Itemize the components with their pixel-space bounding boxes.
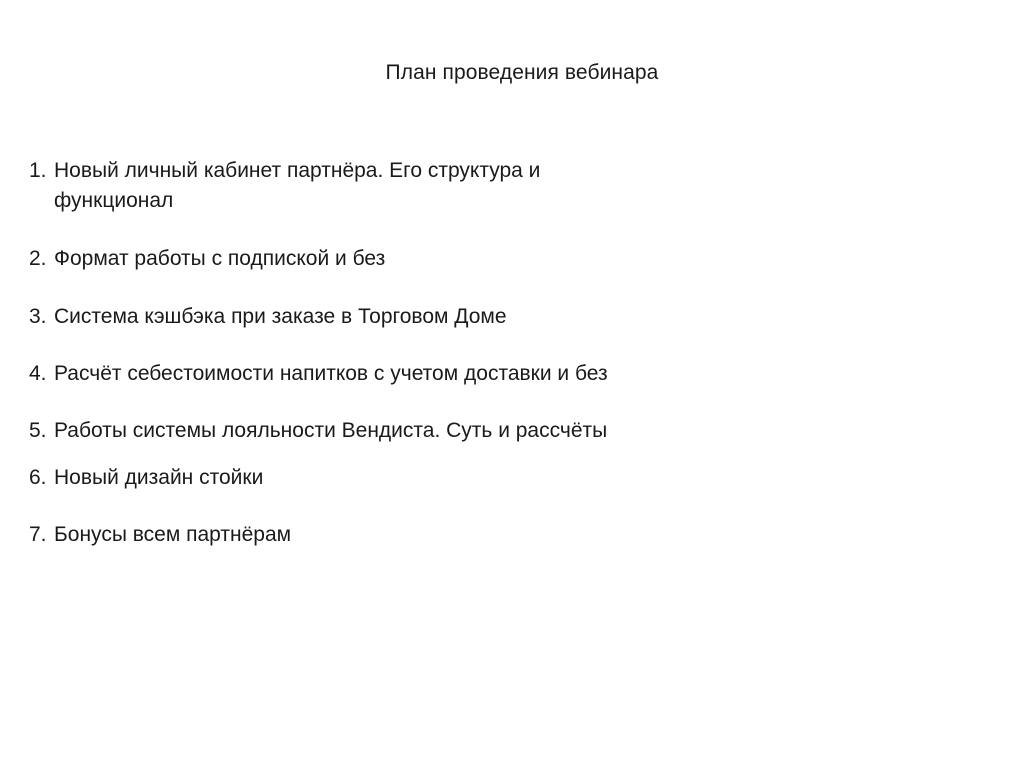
- slide-title: План проведения вебинара: [385, 61, 659, 84]
- agenda-item: [29, 463, 689, 493]
- item-number: 7.: [29, 523, 47, 546]
- item-text: Расчёт себестоимости напитков с учетом доставки и без: [54, 362, 608, 385]
- agenda-item: [29, 520, 689, 550]
- agenda-item: [29, 244, 689, 274]
- item-text: Формат работы с подпиской и без: [54, 247, 386, 270]
- item-number: 1.: [29, 159, 47, 182]
- agenda-item: [29, 359, 689, 389]
- agenda-item: [29, 156, 689, 216]
- agenda-item: [29, 416, 689, 446]
- item-text: Система кэшбэка при заказе в Торговом Доме: [54, 305, 507, 328]
- item-number: 5.: [29, 419, 47, 442]
- item-text: Работы системы лояльности Вендиста. Суть и рассчёты: [54, 419, 608, 442]
- item-number: 6.: [29, 466, 47, 489]
- item-number: 4.: [29, 362, 47, 385]
- agenda-item: [29, 302, 689, 332]
- item-text: Новый личный кабинет партнёра. Его структура и функционал: [54, 159, 541, 212]
- item-number: 2.: [29, 247, 47, 270]
- item-text: Бонусы всем партнёрам: [54, 523, 292, 546]
- item-number: 3.: [29, 305, 47, 328]
- item-text: Новый дизайн стойки: [54, 466, 264, 489]
